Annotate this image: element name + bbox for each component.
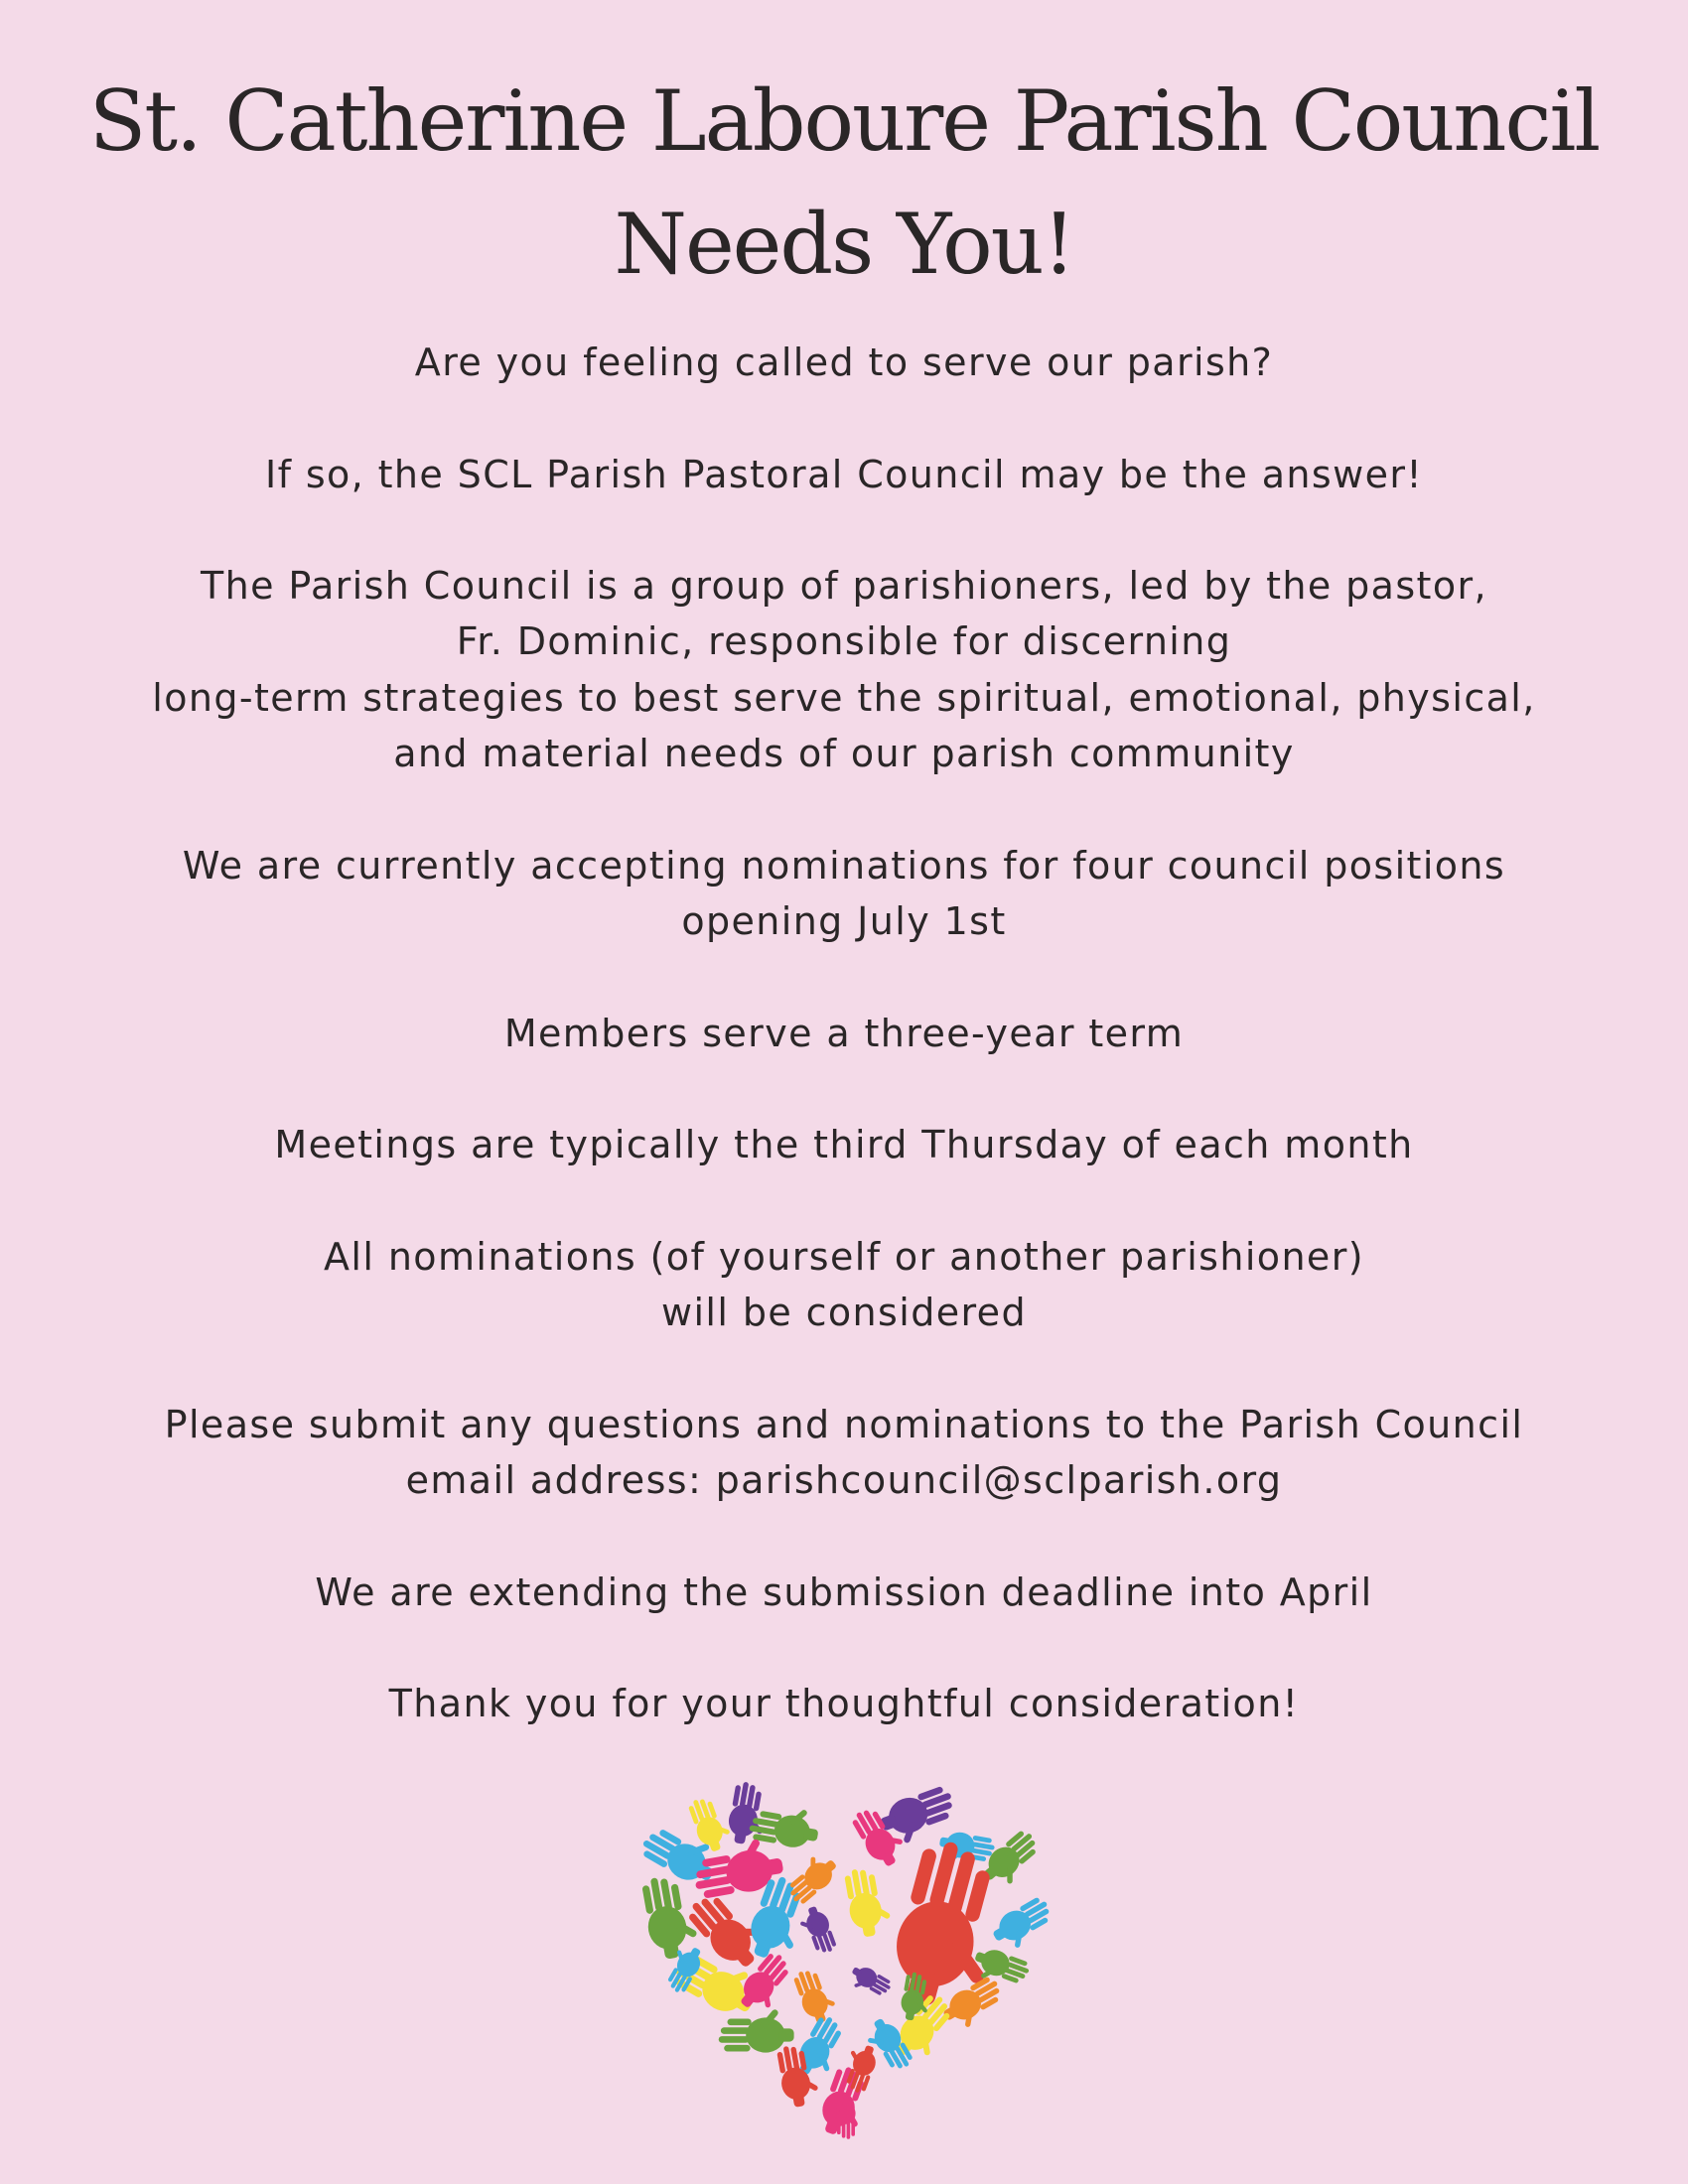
description-line: and material needs of our parish community — [393, 732, 1295, 776]
term-text: Members serve a three-year term — [503, 1011, 1185, 1055]
nominations-line: opening July 1st — [681, 898, 1007, 943]
description-line: Fr. Dominic, responsible for discerning — [456, 619, 1232, 664]
title-line-1: St. Catherine Laboure Parish Council — [88, 72, 1600, 170]
description-line: long-term strategies to best serve the spiritual, emotional, physical, — [152, 675, 1536, 720]
question-text: Are you feeling called to serve our parish? — [414, 341, 1274, 384]
meetings-text: Meetings are typically the third Thursday of each month — [274, 1123, 1414, 1167]
description-line: The Parish Council is a group of parishioners, led by the pastor, — [200, 564, 1487, 609]
thanks-text: Thank you for your thoughtful consideration! — [388, 1682, 1300, 1726]
submit-line: Please submit any questions and nominations to the Parish Council — [164, 1402, 1524, 1446]
heart-of-hands-icon — [626, 1782, 1062, 2149]
consideration-line: All nominations (of yourself or another parishioner) — [324, 1234, 1364, 1279]
nominations-line: We are currently accepting nominations for four council positions — [182, 843, 1506, 887]
answer-text: If so, the SCL Parish Pastoral Council may be the answer! — [264, 452, 1424, 496]
submit-line: email address: parishcouncil@sclparish.org — [405, 1457, 1283, 1502]
flyer-title — [0, 60, 1688, 306]
title-line-2: Needs You! — [614, 196, 1074, 293]
consideration-line: will be considered — [661, 1291, 1027, 1335]
flyer-body — [0, 335, 1688, 1731]
deadline-text: We are extending the submission deadline into April — [315, 1570, 1373, 1614]
